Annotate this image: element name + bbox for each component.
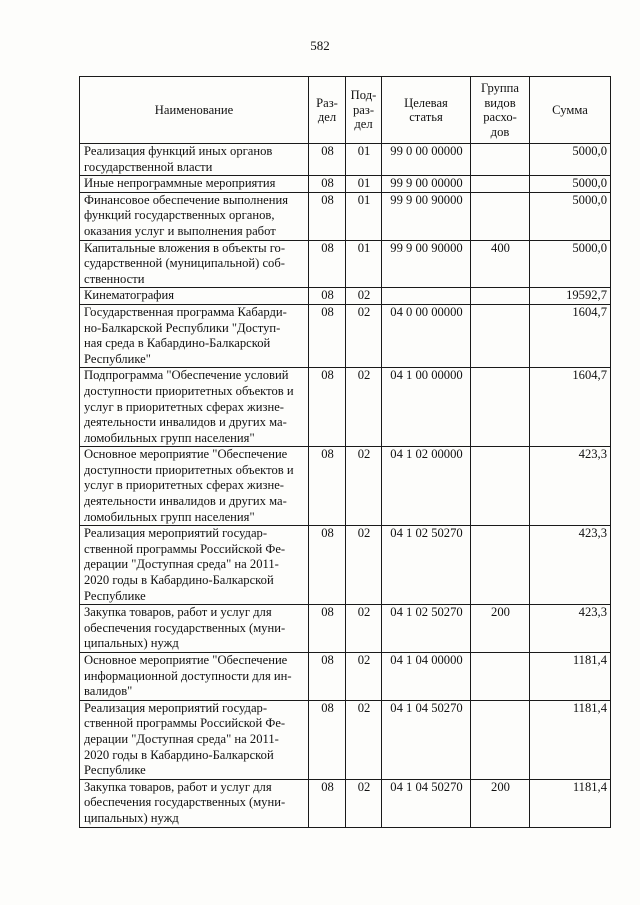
row-target: 04 1 04 50270 bbox=[382, 779, 471, 827]
row-razdel: 08 bbox=[309, 304, 346, 367]
row-podrazdel: 02 bbox=[346, 605, 382, 653]
row-podrazdel: 02 bbox=[346, 447, 382, 526]
header-name: Наименование bbox=[80, 77, 309, 144]
row-name: Капитальные вложения в объекты го- сударственной (муниципальной) соб- ственности bbox=[80, 240, 309, 288]
row-sum: 423,3 bbox=[530, 605, 611, 653]
row-target: 04 1 04 00000 bbox=[382, 653, 471, 701]
row-razdel: 08 bbox=[309, 526, 346, 605]
row-name: Иные непрограммные мероприятия bbox=[80, 176, 309, 193]
row-group bbox=[471, 304, 530, 367]
row-podrazdel: 02 bbox=[346, 779, 382, 827]
row-group bbox=[471, 653, 530, 701]
table-row bbox=[80, 368, 611, 447]
row-name: Кинематография bbox=[80, 288, 309, 305]
header-group: Группа видов расхо- дов bbox=[471, 77, 530, 144]
row-group bbox=[471, 144, 530, 176]
row-target: 04 1 00 00000 bbox=[382, 368, 471, 447]
row-target: 04 1 02 00000 bbox=[382, 447, 471, 526]
row-group: 200 bbox=[471, 605, 530, 653]
row-podrazdel: 02 bbox=[346, 304, 382, 367]
row-group bbox=[471, 526, 530, 605]
table-row bbox=[80, 176, 611, 193]
row-podrazdel: 02 bbox=[346, 700, 382, 779]
table-header-row bbox=[80, 77, 611, 144]
row-target: 04 1 02 50270 bbox=[382, 526, 471, 605]
table-row bbox=[80, 288, 611, 305]
page-number: 582 bbox=[310, 38, 330, 53]
row-sum: 5000,0 bbox=[530, 144, 611, 176]
row-podrazdel: 02 bbox=[346, 288, 382, 305]
table-row bbox=[80, 779, 611, 827]
row-sum: 5000,0 bbox=[530, 176, 611, 193]
header-podrazdel: Под- раз- дел bbox=[346, 77, 382, 144]
row-name: Реализация мероприятий государ- ственной программы Российской Фе- дерации "Доступная среда" на 2011- 2020 годы в Кабардино-Балкарской Республике bbox=[80, 526, 309, 605]
row-name: Финансовое обеспечение выполнения функций государственных органов, оказания услуг и выполнения работ bbox=[80, 192, 309, 240]
row-name: Основное мероприятие "Обеспечение доступности приоритетных объектов и услуг в приоритетных сферах жизне- деятельности инвалидов и других ма- ломобильных групп населения" bbox=[80, 447, 309, 526]
table-row bbox=[80, 447, 611, 526]
row-name: Реализация функций иных органов государственной власти bbox=[80, 144, 309, 176]
row-razdel: 08 bbox=[309, 176, 346, 193]
row-sum: 19592,7 bbox=[530, 288, 611, 305]
row-podrazdel: 01 bbox=[346, 176, 382, 193]
row-target: 99 0 00 00000 bbox=[382, 144, 471, 176]
row-group: 200 bbox=[471, 779, 530, 827]
budget-table bbox=[79, 76, 611, 828]
table-row bbox=[80, 192, 611, 240]
row-razdel: 08 bbox=[309, 700, 346, 779]
row-target: 04 1 02 50270 bbox=[382, 605, 471, 653]
row-razdel: 08 bbox=[309, 653, 346, 701]
row-podrazdel: 02 bbox=[346, 368, 382, 447]
row-group bbox=[471, 447, 530, 526]
row-name: Государственная программа Кабарди- но-Балкарской Республики "Доступ- ная среда в Кабардино-Балкарской Республике" bbox=[80, 304, 309, 367]
row-podrazdel: 01 bbox=[346, 192, 382, 240]
row-name: Основное мероприятие "Обеспечение информационной доступности для ин- валидов" bbox=[80, 653, 309, 701]
row-sum: 423,3 bbox=[530, 447, 611, 526]
row-name: Закупка товаров, работ и услуг для обеспечения государственных (муни- ципальных) нужд bbox=[80, 779, 309, 827]
row-razdel: 08 bbox=[309, 368, 346, 447]
header-target: Целевая статья bbox=[382, 77, 471, 144]
table-row bbox=[80, 605, 611, 653]
row-podrazdel: 01 bbox=[346, 144, 382, 176]
table-row bbox=[80, 700, 611, 779]
row-razdel: 08 bbox=[309, 779, 346, 827]
row-name: Закупка товаров, работ и услуг для обеспечения государственных (муни- ципальных) нужд bbox=[80, 605, 309, 653]
row-podrazdel: 01 bbox=[346, 240, 382, 288]
row-target bbox=[382, 288, 471, 305]
row-sum: 1181,4 bbox=[530, 779, 611, 827]
row-razdel: 08 bbox=[309, 605, 346, 653]
row-podrazdel: 02 bbox=[346, 653, 382, 701]
row-razdel: 08 bbox=[309, 240, 346, 288]
row-group bbox=[471, 700, 530, 779]
row-target: 99 9 00 00000 bbox=[382, 176, 471, 193]
table-row bbox=[80, 240, 611, 288]
row-group bbox=[471, 288, 530, 305]
row-sum: 423,3 bbox=[530, 526, 611, 605]
row-target: 04 0 00 00000 bbox=[382, 304, 471, 367]
row-sum: 1181,4 bbox=[530, 653, 611, 701]
row-target: 99 9 00 90000 bbox=[382, 192, 471, 240]
row-razdel: 08 bbox=[309, 447, 346, 526]
row-sum: 5000,0 bbox=[530, 192, 611, 240]
row-sum: 1604,7 bbox=[530, 368, 611, 447]
row-sum: 1604,7 bbox=[530, 304, 611, 367]
table-row bbox=[80, 304, 611, 367]
row-name: Подпрограмма "Обеспечение условий доступности приоритетных объектов и услуг в приоритетных сферах жизне- деятельности инвалидов и других ма- ломобильных групп населения" bbox=[80, 368, 309, 447]
row-razdel: 08 bbox=[309, 288, 346, 305]
row-podrazdel: 02 bbox=[346, 526, 382, 605]
row-name: Реализация мероприятий государ- ственной программы Российской Фе- дерации "Доступная среда" на 2011- 2020 годы в Кабардино-Балкарской Республике bbox=[80, 700, 309, 779]
row-target: 04 1 04 50270 bbox=[382, 700, 471, 779]
row-group bbox=[471, 176, 530, 193]
row-group: 400 bbox=[471, 240, 530, 288]
row-group bbox=[471, 368, 530, 447]
row-group bbox=[471, 192, 530, 240]
header-sum: Сумма bbox=[530, 77, 611, 144]
row-sum: 5000,0 bbox=[530, 240, 611, 288]
table-row bbox=[80, 144, 611, 176]
row-sum: 1181,4 bbox=[530, 700, 611, 779]
row-razdel: 08 bbox=[309, 192, 346, 240]
table-row bbox=[80, 653, 611, 701]
row-target: 99 9 00 90000 bbox=[382, 240, 471, 288]
header-razdel: Раз- дел bbox=[309, 77, 346, 144]
row-razdel: 08 bbox=[309, 144, 346, 176]
table-row bbox=[80, 526, 611, 605]
